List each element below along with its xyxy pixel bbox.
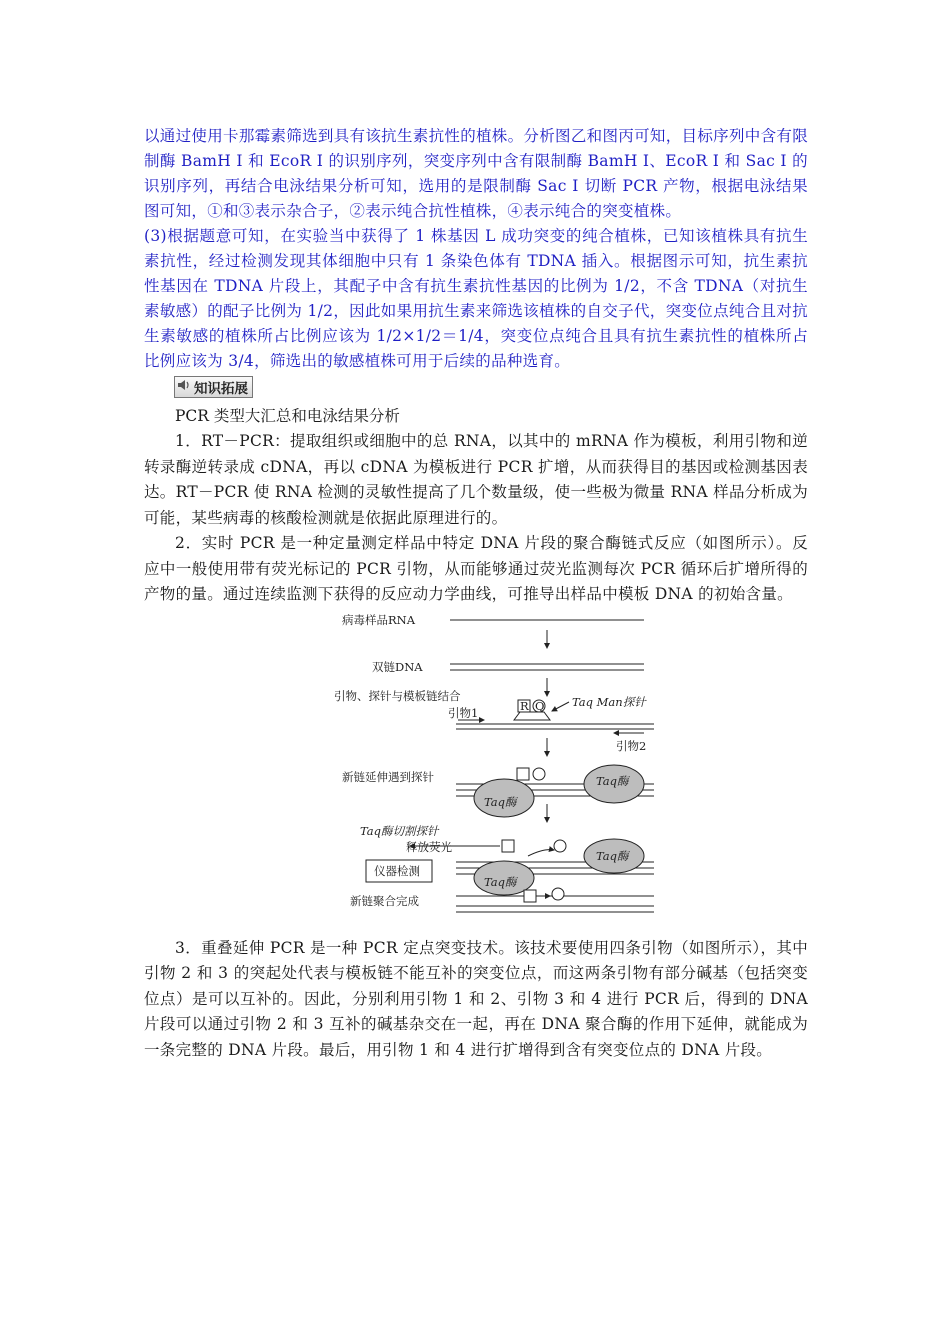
label-taqman-probe: Taq Man探针 [572,694,646,709]
label-taq-enzyme: Taq酶 [484,794,517,809]
label-instrument-detection: 仪器检测 [374,863,420,878]
label-taq-cut: Taq酶切割探针 [360,823,439,838]
label-primer1: 引物1 [448,705,479,720]
label-primer2: 引物2 [616,738,647,753]
speaker-icon [177,379,191,395]
label-binding: 引物、探针与模板链结合 [334,688,461,703]
paragraph-overlap-pcr: 3．重叠延伸 PCR 是一种 PCR 定点突变技术。该技术要使用四条引物（如图所示），其中引物 2 和 3 的突起处代表与模板链不能互补的突变位点，而这两条引物有部分碱基（包括突变位点）是可以互补的。因此，分别利用引物 1 和 2、引物 3 和 4 进行 PCR 后，得到的 DNA 片段可以通过引物 2 和 3 互补的碱基杂交在一起，再在 DNA 聚合酶的作用下延伸，就能成为一条完整的 DNA 片段。最后，用引物 1 和 4 进行扩增得到含有突变位点的 DNA 片段。 [144,938,808,1059]
label-complete: 新链聚合完成 [350,893,419,908]
knowledge-expansion-badge [174,376,253,398]
realtime-pcr-figure [144,612,808,930]
label-taq-enzyme: Taq酶 [484,874,517,889]
answer-line-1: 以通过使用卡那霉素筛选到具有该抗生素抗性的植株。分析图乙和图丙可知，目标序列中含有限制酶 BamH Ⅰ 和 EcoR Ⅰ 的识别序列，突变序列中含有限制酶 BamH Ⅰ、EcoR Ⅰ 和 Sac Ⅰ 的识别序列，再结合电泳结果分析可知，选用的是限制酶 Sac Ⅰ 切断 PCR 产物，根据电泳结果图可知，①和③表示杂合子，②表示纯合抗性植株，④表示纯合的突变植株。 [144,127,808,220]
label-ds-dna: 双链DNA [372,659,423,674]
section-title: PCR 类型大汇总和电泳结果分析 [175,407,400,425]
figure-drawing [144,612,808,930]
section-body-2 [144,936,808,1064]
label-release-fluorescence: 释放荧光 [406,839,452,854]
badge-label: 知识拓展 [194,381,248,397]
label-virus-rna: 病毒样品RNA [342,612,416,627]
paragraph-rt-pcr: 1．RT－PCR：提取组织或细胞中的总 RNA，以其中的 mRNA 作为模板，利用引物和逆转录酶逆转录成 cDNA，再以 cDNA 为模板进行 PCR 扩增，从而获得目的基因或检测基因表达。RT－PCR 使 RNA 检测的灵敏性提高了几个数量级，使一些极为微量 RNA 样品分析成为可能，某些病毒的核酸检测就是依据此原理进行的。 [144,432,808,527]
paragraph-realtime-pcr: 2．实时 PCR 是一种定量测定样品中特定 DNA 片段的聚合酶链式反应（如图所示）。反应中一般使用带有荧光标记的 PCR 引物，从而能够通过荧光监测每次 PCR 循环后扩增所得的产物的量。通过连续监测下获得的反应动力学曲线，可推导出样品中模板 DNA 的初始含量。 [144,534,808,603]
label-taq-enzyme: Taq酶 [596,848,629,863]
label-r: R [520,698,529,713]
answer-line-2: (3)根据题意可知，在实验当中获得了 1 株基因 L 成功突变的纯合植株，已知该植株具有抗生素抗性，经过检测发现其体细胞中只有 1 条染色体有 TDNA 插入。根据图示可知，抗生素抗性基因在 TDNA 片段上，其配子中含有抗生素抗性基因的比例为 1/2，不含 TDNA（对抗生素敏感）的配子比例为 1/2，因此如果用抗生素来筛选该植株的自交子代，突变位点纯合且对抗生素敏感的植株所占比例应该为 1/2×1/2＝1/4，突变位点纯合且具有抗生素抗性的植株所占比例应该为 3/4，筛选出的敏感植株可用于后续的品种选育。 [144,227,808,370]
answer-explanation [144,124,808,374]
page-content [144,124,808,1063]
label-taq-enzyme: Taq酶 [596,773,629,788]
section-body [144,429,808,608]
label-extension: 新链延伸遇到探针 [342,769,434,784]
label-q: Q [535,698,545,713]
